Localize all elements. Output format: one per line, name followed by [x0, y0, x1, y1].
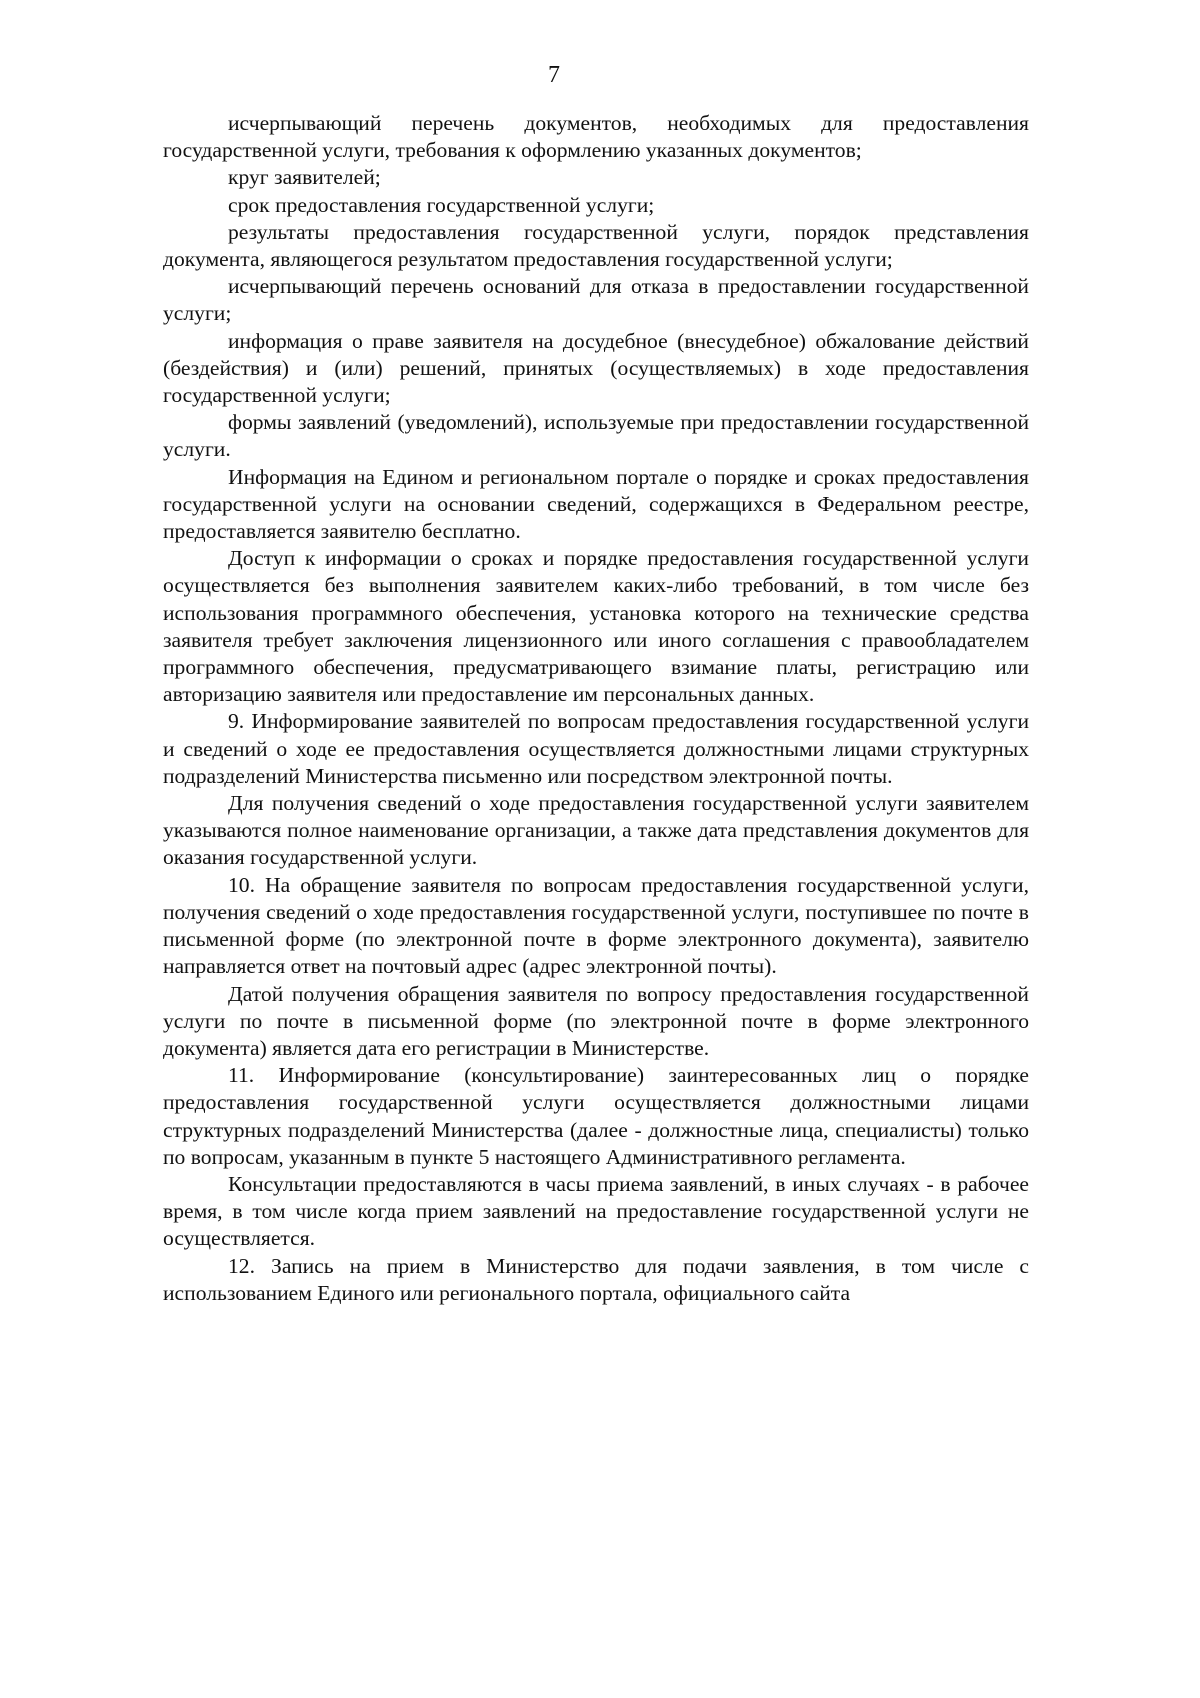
paragraph-item-9: 9. Информирование заявителей по вопросам предоставления государственной услуги и сведений о ходе ее предоставления осуществляется должностными лицами структурных подразделений Министерства письменно или посредством электронной почты.: [163, 709, 1029, 788]
paragraph-access: Доступ к информации о сроках и порядке предоставления государственной услуги осуществляется без выполнения заявителем каких-либо требований, в том числе без использования программного обеспечения, установка которого на технические средства заявителя требует заключения лицензионного или иного соглашения с правообладателем программного обеспечения, предусматривающего взимание платы, регистрацию или авторизацию заявителя или предоставление им персональных данных.: [163, 546, 1029, 707]
paragraph-item-12: 12. Запись на прием в Министерство для подачи заявления, в том числе с использованием Единого или регионального портала, официального сайта: [163, 1253, 1029, 1305]
paragraph-results: результаты предоставления государственной услуги, порядок представления документа, являющегося результатом предоставления государственной услуги;: [163, 219, 1029, 272]
paragraph-refusal-grounds: исчерпывающий перечень оснований для отказа в предоставлении государственной услуги;: [163, 274, 1029, 326]
paragraph-documents-list: исчерпывающий перечень документов, необходимых для предоставления государственной услуги, требования к оформлению указанных документов;: [163, 111, 1029, 163]
paragraph-term: срок предоставления государственной услуги;: [228, 192, 655, 217]
paragraph-forms: формы заявлений (уведомлений), используемые при предоставлении государственной услуги.: [163, 410, 1029, 462]
paragraph-appeal-rights: информация о праве заявителя на досудебное (внесудебное) обжалование действий (бездействия) и (или) решений, принятых (осуществляемых) в ходе предоставления государственной услуги;: [163, 328, 1029, 408]
paragraph-consultations: Консультации предоставляются в часы приема заявлений, в иных случаях - в рабочее время, в том числе когда прием заявлений на предоставление государственной услуги не осуществляется.: [163, 1171, 1029, 1251]
paragraph-progress-info: Для получения сведений о ходе предоставления государственной услуги заявителем указываются полное наименование организации, а также дата представления документов для оказания государственной услуги.: [163, 791, 1029, 870]
paragraph-applicants: круг заявителей;: [228, 165, 381, 190]
page-number: 7: [548, 62, 560, 88]
paragraph-item-11: 11. Информирование (консультирование) заинтересованных лиц о порядке предоставления государственной услуги осуществляется должностными лицами структурных подразделений Министерства (далее - должностные лица, специалисты) только по вопросам, указанным в пункте 5 настоящего Административного регламента.: [163, 1063, 1029, 1169]
paragraph-portal-info: Информация на Едином и региональном портале о порядке и сроках предоставления государственной услуги на основании сведений, содержащихся в Федеральном реестре, предоставляется заявителю бесплатно.: [163, 464, 1029, 544]
paragraph-item-10: 10. На обращение заявителя по вопросам предоставления государственной услуги, получения сведений о ходе предоставления государственной услуги, поступившее по почте в письменной форме (по электронной почте в форме электронного документа), заявителю направляется ответ на почтовый адрес (адрес электронной почты).: [163, 872, 1029, 979]
paragraph-receipt-date: Датой получения обращения заявителя по вопросу предоставления государственной услуги по почте в письменной форме (по электронной почте в форме электронного документа) является дата его регистрации в Министерстве.: [163, 981, 1029, 1060]
document-body: [163, 110, 1029, 1307]
